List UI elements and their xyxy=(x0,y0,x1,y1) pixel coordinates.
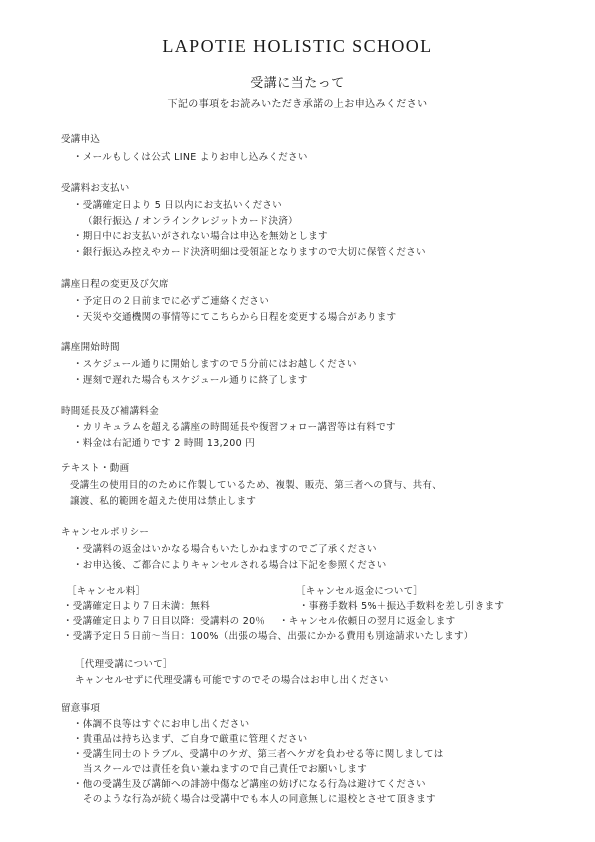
section-heading-payment: 受講料お支払い xyxy=(61,183,130,194)
notes-item: ・受講生同士のトラブル、受講中のケガ、第三者へケガを負わせる等に関しましては xyxy=(73,749,444,760)
section-heading-start-time: 講座開始時間 xyxy=(61,342,120,353)
start-time-item: ・スケジュール通りに開始しますので５分前にはお越しください xyxy=(73,359,357,370)
section-heading-materials: テキスト・動画 xyxy=(61,463,130,474)
cancel-fee-heading: ［キャンセル料］ xyxy=(67,586,146,597)
cancel-policy-item: ・お申込後、ご都合によりキャンセルされる場合は下記を参照ください xyxy=(73,560,387,571)
section-heading-notes: 留意事項 xyxy=(61,703,101,714)
cancel-refund-item: ・事務手数料 5%＋振込手数料を差し引きます xyxy=(299,601,505,612)
section-heading-application: 受講申込 xyxy=(61,134,101,145)
substitute-heading: ［代理受講について］ xyxy=(75,659,173,670)
extension-item: ・カリキュラムを超える講座の時間延長や復習フォロー講習等は有料です xyxy=(73,422,396,433)
materials-text: 譲渡、私的範囲を超えた使用は禁止します xyxy=(70,496,257,507)
notes-item: ・他の受講生及び講師への誹謗中傷など講座の妨げになる行為は避けてください xyxy=(73,779,426,790)
school-name: LAPOTIE HOLISTIC SCHOOL xyxy=(162,36,433,56)
payment-item: ・受講確定日より 5 日以内にお支払いください xyxy=(73,200,282,211)
start-time-item: ・遅刻で遅れた場合もスケジュール通りに終了します xyxy=(73,375,308,386)
materials-text: 受講生の使用目的のために作製しているため、複製、販売、第三者への貸与、共有、 xyxy=(70,480,443,491)
application-item: ・メールもしくは公式 LINE よりお申し込みください xyxy=(73,152,308,163)
notes-item: ・体調不良等はすぐにお申し出ください xyxy=(73,719,250,730)
cancel-fee-item: ・受講予定日５日前〜当日：100%（出張の場合、出張にかかる費用も別途請求いたします） xyxy=(63,631,474,642)
schedule-change-item: ・天災や交通機関の事情等にてこちらから日程を変更する場合があります xyxy=(73,312,397,323)
extension-item: ・料金は右記通りです 2 時間 13,200 円 xyxy=(73,438,256,449)
cancel-fee-item: ・受講確定日より７日未満：無料 xyxy=(63,601,211,612)
page-subtitle: 下記の事項をお読みいただき承諾の上お申込みください xyxy=(167,99,428,110)
payment-item: ・期日中にお支払いがされない場合は申込を無効とします xyxy=(73,231,328,242)
substitute-text: キャンセルせずに代理受講も可能ですのでその場合はお申し出ください xyxy=(75,675,389,686)
cancel-refund-heading: ［キャンセル返金について］ xyxy=(296,586,424,597)
schedule-change-item: ・予定日の２日前までに必ずご連絡ください xyxy=(73,296,270,307)
section-heading-schedule-change: 講座日程の変更及び欠席 xyxy=(61,279,169,290)
cancel-refund-item: ・キャンセル依頼日の翌月に返金します xyxy=(279,616,456,627)
notes-item: そのような行為が続く場合は受講中でも本人の同意無しに退校とさせて頂きます xyxy=(83,794,436,805)
cancel-policy-item: ・受講料の返金はいかなる場合もいたしかねますのでご了承ください xyxy=(73,544,377,555)
section-heading-cancel-policy: キャンセルポリシー xyxy=(61,527,150,538)
cancel-fee-item: ・受講確定日より７日目以降：受講料の 20％ xyxy=(63,616,266,627)
notes-item: 当スクールでは責任を負い兼ねますので自己責任でお願いします xyxy=(83,764,368,775)
payment-item: （銀行振込 / オンラインクレジットカード決済） xyxy=(83,216,298,227)
payment-item: ・銀行振込み控えやカード決済明細は受領証となりますので大切に保管ください xyxy=(73,247,426,258)
page-title: 受講に当たって xyxy=(250,76,345,91)
section-heading-extension: 時間延長及び補講料金 xyxy=(61,406,160,417)
notes-item: ・貴重品は持ち込まず、ご自身で厳重に管理ください xyxy=(73,734,308,745)
